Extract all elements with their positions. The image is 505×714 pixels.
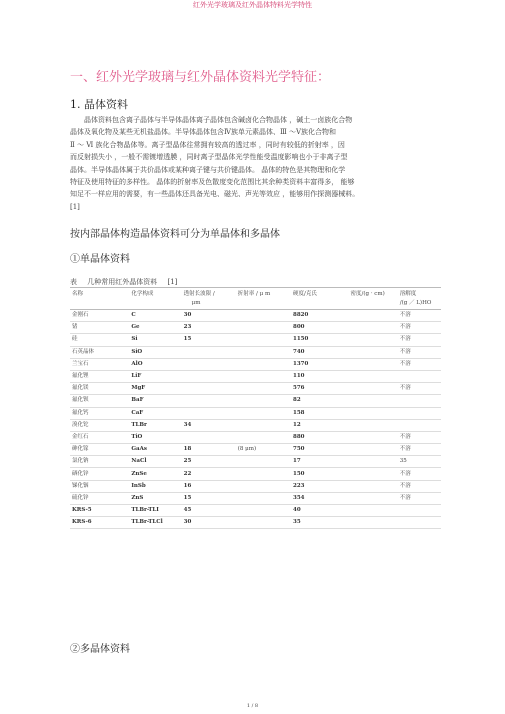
table-cell: 氟化锂 [72, 373, 89, 380]
table-cell: 16 [183, 482, 192, 489]
table-cell: LiF [131, 373, 142, 380]
table-cell: 18 [183, 446, 192, 453]
table-cell: 氯化钠 [72, 458, 89, 465]
paragraph-line: 晶体及氧化物及某些无机盐晶体。半导体晶体包含Ⅳ族单元素晶体、Ⅲ ～Ⅴ族化合物和 [70, 128, 337, 137]
table-row [70, 480, 441, 492]
table-cell: 35 [399, 458, 407, 465]
table-row [70, 505, 441, 517]
table-cell [182, 358, 236, 370]
subsection-heading-crystal: 1. 晶体资料 [70, 98, 128, 111]
table-cell [349, 505, 398, 517]
table-row [70, 517, 441, 529]
table-cell [349, 310, 398, 322]
table-cell [236, 480, 291, 492]
caption-ref: [1] [167, 278, 178, 286]
paragraph-line: 知足不一样应用的需要，有一些晶体还具备光电、磁光、声光等效应 ，能够用作探测器械料。 [70, 190, 360, 199]
table-cell: 石英晶体 [72, 348, 95, 355]
table-cell: 硒化锌 [72, 470, 89, 477]
table-header [70, 288, 441, 310]
table-cell: 不溶 [399, 312, 411, 319]
table-cell: 不溶 [399, 336, 411, 343]
caption-title: 几种常用红外晶体资料 [87, 278, 158, 286]
table-cell [349, 407, 398, 419]
table-cell: 不溶 [399, 324, 411, 331]
header-row [70, 288, 441, 310]
header-transmission-limit: 透射长波限 / μm [183, 291, 215, 306]
table-cell: 750 [293, 446, 305, 453]
table-cell: 不溶 [399, 348, 411, 355]
table-cell [349, 383, 398, 395]
table-cell [349, 456, 398, 468]
table-cell: 1150 [293, 336, 309, 343]
table-cell [236, 383, 291, 395]
table-cell: TiO [131, 433, 143, 440]
table-row [70, 383, 441, 395]
table-cell: BaF [131, 397, 144, 404]
table-row [70, 322, 441, 334]
table-cell: 锗 [72, 324, 78, 331]
table-row [70, 456, 441, 468]
table-cell [236, 419, 291, 431]
table-row [70, 419, 441, 431]
table-cell: 40 [293, 507, 301, 514]
table-cell: 158 [293, 409, 305, 416]
table-cell: SiO [131, 348, 143, 355]
table-cell: Si [131, 336, 138, 343]
table-cell: 不溶 [399, 482, 411, 489]
table-cell: 25 [183, 458, 192, 465]
table-cell: 砷化镓 [72, 446, 89, 453]
table-cell [182, 346, 236, 358]
table-cell: NaCl [131, 458, 147, 465]
table-cell: 82 [293, 397, 301, 404]
table-cell [349, 492, 398, 504]
section-heading-1: 一、红外光学玻璃与红外晶体资料光学特征： [70, 70, 331, 85]
paragraph-line: 而反射损失小 ，一般不需镀增透膜 ，同时离子型晶体光学性能受温度影响也小于非离子型 [70, 153, 348, 162]
table-cell: 硅 [72, 336, 78, 343]
caption-prefix: 表 [70, 278, 77, 286]
header-hardness: 硬度/克氏 [293, 291, 317, 297]
header-refractive-index: 折射率 / μ m [237, 291, 271, 297]
page-number: 1 / 8 [246, 703, 259, 709]
single-crystal-heading: ①单晶体资料 [70, 254, 130, 265]
table-cell [236, 334, 291, 346]
table-cell: 不溶 [399, 385, 411, 392]
table-cell [182, 395, 236, 407]
table-cell [236, 370, 291, 382]
table-cell: 35 [293, 519, 301, 526]
table-caption [70, 277, 185, 287]
table-row [70, 492, 441, 504]
table-cell: 23 [183, 324, 192, 331]
table-cell: 22 [183, 470, 192, 477]
table-cell: ZnSe [131, 470, 147, 477]
table-cell: 354 [293, 494, 305, 501]
table-cell: 45 [183, 507, 192, 514]
table-cell: 8820 [293, 312, 309, 319]
top-banner: 红外光学玻璃及红外晶体特料光学特性 [193, 1, 312, 9]
table-cell: 15 [183, 336, 192, 343]
table-cell: KRS-5 [72, 507, 92, 514]
table-cell [349, 419, 398, 431]
table-cell [398, 395, 441, 407]
crystal-materials-table [70, 287, 441, 529]
table-cell [349, 480, 398, 492]
classification-heading: 按内部晶体构造晶体资料可分为单晶体和多晶体 [70, 229, 280, 240]
table-cell: TLBr-TLI [131, 507, 159, 514]
table-cell: 不溶 [399, 433, 411, 440]
table-cell: ZnS [131, 494, 144, 501]
table-cell [398, 505, 441, 517]
table-row [70, 346, 441, 358]
table-cell [349, 468, 398, 480]
table-cell [236, 407, 291, 419]
table-cell [236, 310, 291, 322]
paragraph-line: 晶体资料包含离子晶体与半导体晶体离子晶体包含碱卤化合物晶体 ，碱土一卤族化合物 [84, 116, 353, 124]
table-cell: 氟化钡 [72, 397, 89, 404]
table-cell: 锑化铟 [72, 482, 89, 489]
paragraph-line: Ⅱ ～ Ⅵ 族化合物晶体等。离子型晶体往常拥有较高的透过率 ，同时有较低的折射率 ，因 [70, 140, 345, 149]
table-cell: 氟化钙 [72, 409, 89, 416]
table-cell: 223 [293, 482, 305, 489]
table-cell [236, 505, 291, 517]
table-cell: 不溶 [399, 494, 411, 501]
table-cell: (8 μm) [237, 446, 257, 453]
table-row [70, 444, 441, 456]
table-cell: 溴化铊 [72, 421, 89, 428]
table-row [70, 370, 441, 382]
table-cell [236, 346, 291, 358]
table-row [70, 395, 441, 407]
table-cell [349, 358, 398, 370]
table-cell [236, 517, 291, 529]
table-cell [349, 517, 398, 529]
header-density: 密度/(g · cm) [350, 291, 385, 297]
table-cell: CaF [131, 409, 144, 416]
table-cell [349, 370, 398, 382]
table-cell [236, 358, 291, 370]
table-cell [349, 395, 398, 407]
table-row [70, 310, 441, 322]
table-cell: InSb [131, 482, 146, 489]
table-cell: 576 [293, 385, 305, 392]
table-cell: 氟化镁 [72, 385, 89, 392]
table-cell: 150 [293, 470, 305, 477]
table-cell: MgF [131, 385, 146, 392]
table-cell [349, 444, 398, 456]
header-solubility: 溶解度 /(g ／ L)HO [399, 291, 432, 306]
table-cell: 34 [183, 421, 192, 428]
paragraph-line: 特征及使用特征的多样性。 晶体的折射率及色散度变化范围比其余种类资料丰富得多， 能够 [70, 178, 355, 187]
table-cell [182, 431, 236, 443]
paragraph-line: 晶体。半导体晶体属于共价晶体或某种离子键与共价键晶体。 晶体的特色是其物理和化学 [70, 165, 346, 174]
table-row [70, 468, 441, 480]
table-cell: TLBr-TLCl [131, 519, 163, 526]
table-row [70, 407, 441, 419]
table-cell: 800 [293, 324, 305, 331]
table-row [70, 358, 441, 370]
paragraph-line: [1] [70, 202, 80, 211]
table-cell [236, 395, 291, 407]
table-cell [236, 456, 291, 468]
table-cell [398, 419, 441, 431]
table-cell [398, 517, 441, 529]
table-cell: 1370 [293, 360, 309, 367]
table-cell: Ge [131, 324, 140, 331]
table-cell: 15 [183, 494, 192, 501]
table-body [70, 310, 441, 529]
table-cell [182, 383, 236, 395]
table-cell: 不溶 [399, 446, 411, 453]
table-cell: GaAs [131, 446, 147, 453]
table-cell [349, 334, 398, 346]
table-row [70, 431, 441, 443]
table-cell: 17 [293, 458, 301, 465]
table-cell: 金刚石 [72, 312, 89, 319]
body-paragraph [70, 114, 440, 213]
table-cell: 110 [293, 373, 305, 380]
table-cell: 30 [183, 312, 192, 319]
table-cell [349, 431, 398, 443]
table-cell [349, 322, 398, 334]
table-cell [349, 346, 398, 358]
table-cell: 不溶 [399, 360, 411, 367]
table-cell: 740 [293, 348, 305, 355]
table-cell [236, 322, 291, 334]
table-cell: 不溶 [399, 470, 411, 477]
polycrystal-heading: ②多晶体资料 [70, 644, 130, 655]
header-name: 名称 [72, 291, 84, 297]
table-cell: 硫化锌 [72, 494, 89, 501]
table-cell: KRS-6 [72, 519, 92, 526]
table-cell: 30 [183, 519, 192, 526]
table-row [70, 334, 441, 346]
table-cell: 金红石 [72, 433, 89, 440]
table-cell: 880 [293, 433, 305, 440]
table-cell [236, 492, 291, 504]
table-cell: C [131, 312, 136, 319]
table-cell [398, 407, 441, 419]
table-cell [182, 370, 236, 382]
table-cell: 12 [293, 421, 301, 428]
table-cell [398, 370, 441, 382]
table-cell [236, 431, 291, 443]
header-composition: 化学构成 [131, 291, 154, 297]
table-cell [182, 407, 236, 419]
table-cell: TLBr [131, 421, 147, 428]
table-cell: 兰宝石 [72, 360, 89, 367]
table-cell: AlO [131, 360, 143, 367]
table-cell [236, 468, 291, 480]
